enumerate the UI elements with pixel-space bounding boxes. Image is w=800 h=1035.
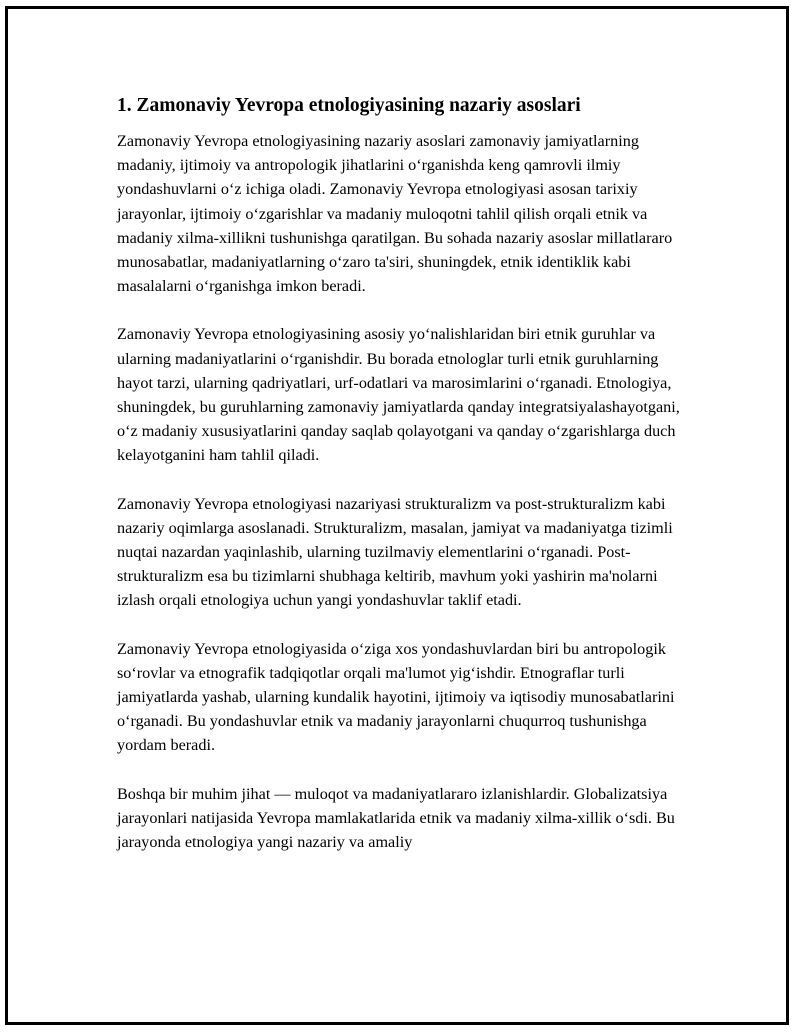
paragraph-5: Boshqa bir muhim jihat — muloqot va madaniyatlararo izlanishlardir. Globalizatsiya jarayonlari natijasida Yevropa mamlakatlarida etnik va madaniy xilma-xillik o‘sdi. Bu jarayonda etnologiya yangi nazariy va amaliy — [117, 784, 675, 852]
paragraph-1: Zamonaviy Yevropa etnologiyasining nazariy asoslari zamonaviy jamiyatlarning madaniy, ijtimoiy va antropologik jihatlarini o‘rganishda keng qamrovli ilmiy yondashuvlarni o‘z ichiga oladi. Zamonaviy Yevropa etnologiyasi asosan tarixiy jarayonlar, ijtimoiy o‘zgarishlar va madaniy muloqotni tahlil qilish orqali etnik va madaniy xilma-xillikni tushunishga qaratilgan. Bu sohada nazariy asoslar millatlararo munosabatlar, madaniyatlarning o‘zaro ta'siri, shuningdek, etnik identiklik kabi masalalarni o‘rganishga imkon beradi. — [117, 132, 673, 296]
paragraph-2: Zamonaviy Yevropa etnologiyasining asosiy yo‘nalishlaridan biri etnik guruhlar va ularning madaniyatlarini o‘rganishdir. Bu borada etnologlar turli etnik guruhlarning hayot tarzi, ularning qadriyatlari, urf-odatlari va marosimlarini o‘rganadi. Etnologiya, shuningdek, bu guruhlarning zamonaviy jamiyatlarda qanday integratsiyalashayotgani, o‘z madaniy xususiyatlarini qanday saqlab qolayotgani va qanday o‘zgarishlarga duch kelayotganini ham tahlil qiladi. — [117, 325, 680, 465]
paragraph-3: Zamonaviy Yevropa etnologiyasi nazariyasi strukturalizm va post-strukturalizm kabi nazariy oqimlarga asoslanadi. Strukturalizm, masalan, jamiyat va madaniyatga tizimli nuqtai nazardan yaqinlashib, ularning tuzilmaviy elementlarini o‘rganadi. Post-strukturalizm esa bu tizimlarni shubhaga keltirib, mavhum yoki yashirin ma'nolarni izlash orqali etnologiya uchun yangi yondashuvlar taklif etadi. — [117, 494, 673, 610]
section-title: 1. Zamonaviy Yevropa etnologiyasining nazariy asoslari — [117, 95, 581, 116]
document-body — [117, 92, 687, 878]
paragraph-4: Zamonaviy Yevropa etnologiyasida o‘ziga xos yondashuvlardan biri bu antropologik so‘rovlar va etnografik tadqiqotlar orqali ma'lumot yig‘ishdir. Etnograflar turli jamiyatlarda yashab, ularning kundalik hayotini, ijtimoiy va iqtisodiy munosabatlarini o‘rganadi. Bu yondashuvlar etnik va madaniy jarayonlarni chuqurroq tushunishga yordam beradi. — [117, 639, 675, 755]
